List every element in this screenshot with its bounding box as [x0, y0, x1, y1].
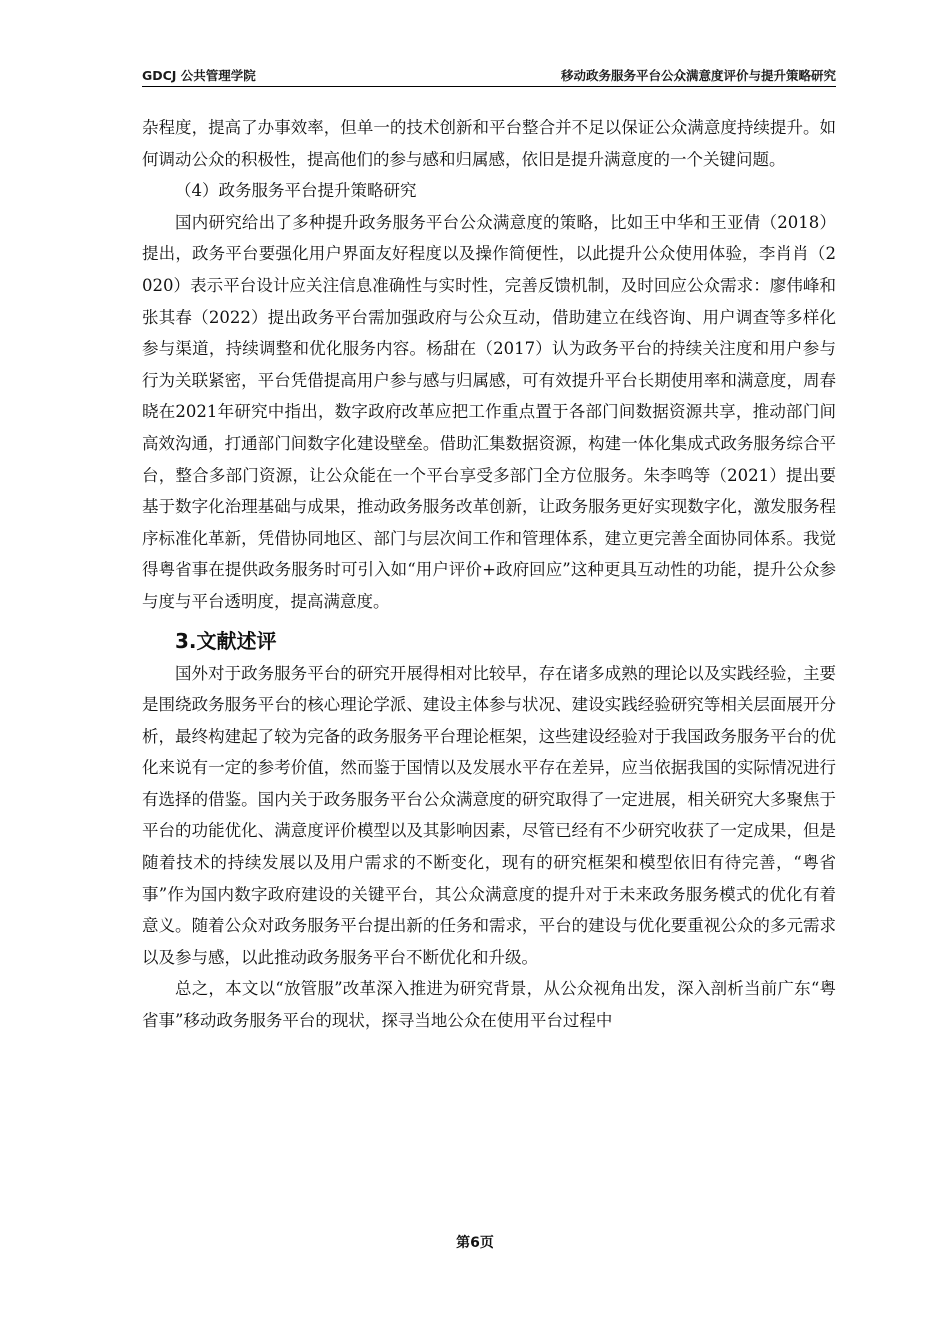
- paragraph-review: 国外对于政务服务平台的研究开展得相对比较早，存在诸多成熟的理论以及实践经验，主要是围绕政务服务平台的核心理论学派、建设主体参与状况、建设实践经验研究等相关层面展开分析，最终构建起了较为完备的政务服务平台理论框架，这些建设经验对于我国政务服务平台的优化来说有一定的参考价值，然而鉴于国情以及发展水平存在差异，应当依据我国的实际情况进行有选择的借鉴。国内关于政务服务平台公众满意度的研究取得了一定进展，相关研究大多聚焦于平台的功能优化、满意度评价模型以及其影响因素，尽管已经有不少研究收获了一定成果，但是随着技术的持续发展以及用户需求的不断变化，现有的研究框架和模型依旧有待完善，“粤省事”作为国内数字政府建设的关键平台，其公众满意度的提升对于未来政务服务模式的优化有着意义。随着公众对政务服务平台提出新的任务和需求，平台的建设与优化要重视公众的多元需求以及参与感，以此推动政务服务平台不断优化和升级。: [142, 663, 836, 967]
- page-header: [142, 64, 836, 87]
- body-content: [142, 112, 836, 1037]
- section-title: 3.文献述评: [175, 628, 277, 653]
- paragraph-strategies: 国内研究给出了多种提升政务服务平台公众满意度的策略，比如王中华和王亚倩（2018）提出，政务平台要强化用户界面友好程度以及操作简便性，以此提升公众使用体验，李肖肖（2020）表示平台设计应关注信息准确性与实时性，完善反馈机制，及时回应公众需求：廖伟峰和张其春（2022）提出政务平台需加强政府与公众互动，借助建立在线咨询、用户调查等多样化参与渠道，持续调整和优化服务内容。杨甜在（2017）认为政务平台的持续关注度和用户参与行为关联紧密，平台凭借提高用户参与感与归属感，可有效提升平台长期使用率和满意度，周春晓在2021年研究中指出，数字政府改革应把工作重点置于各部门间数据资源共享，推动部门间高效沟通，打通部门间数字化建设壁垒。借助汇集数据资源，构建一体化集成式政务服务综合平台，整合多部门资源，让公众能在一个平台享受多部门全方位服务。朱李鸣等（2021）提出要基于数字化治理基础与成果，推动政务服务改革创新，让政务服务更好实现数字化，激发服务程序标准化革新，凭借协同地区、部门与层次间工作和管理体系，建立更完善全面协同体系。我觉得粤省事在提供政务服务时可引入如“用户评价+政府回应”这种更具互动性的功能，提升公众参与度与平台透明度，提高满意度。: [142, 212, 836, 611]
- subsection-heading: （4）政务服务平台提升策略研究: [175, 181, 417, 201]
- header-institution: GDCJ 公共管理学院: [142, 68, 256, 83]
- paragraph-summary: 总之，本文以“放管服”改革深入推进为研究背景，从公众视角出发，深入剖析当前广东“粤省事”移动政务服务平台的现状，探寻当地公众在使用平台过程中: [142, 979, 836, 1031]
- header-thesis-title: 移动政务服务平台公众满意度评价与提升策略研究: [560, 68, 836, 83]
- paragraph-continued: 杂程度，提高了办事效率，但单一的技术创新和平台整合并不足以保证公众满意度持续提升。如何调动公众的积极性，提高他们的参与感和归属感，依旧是提升满意度的一个关键问题。: [142, 118, 836, 169]
- page-number: 第6页: [456, 1235, 494, 1251]
